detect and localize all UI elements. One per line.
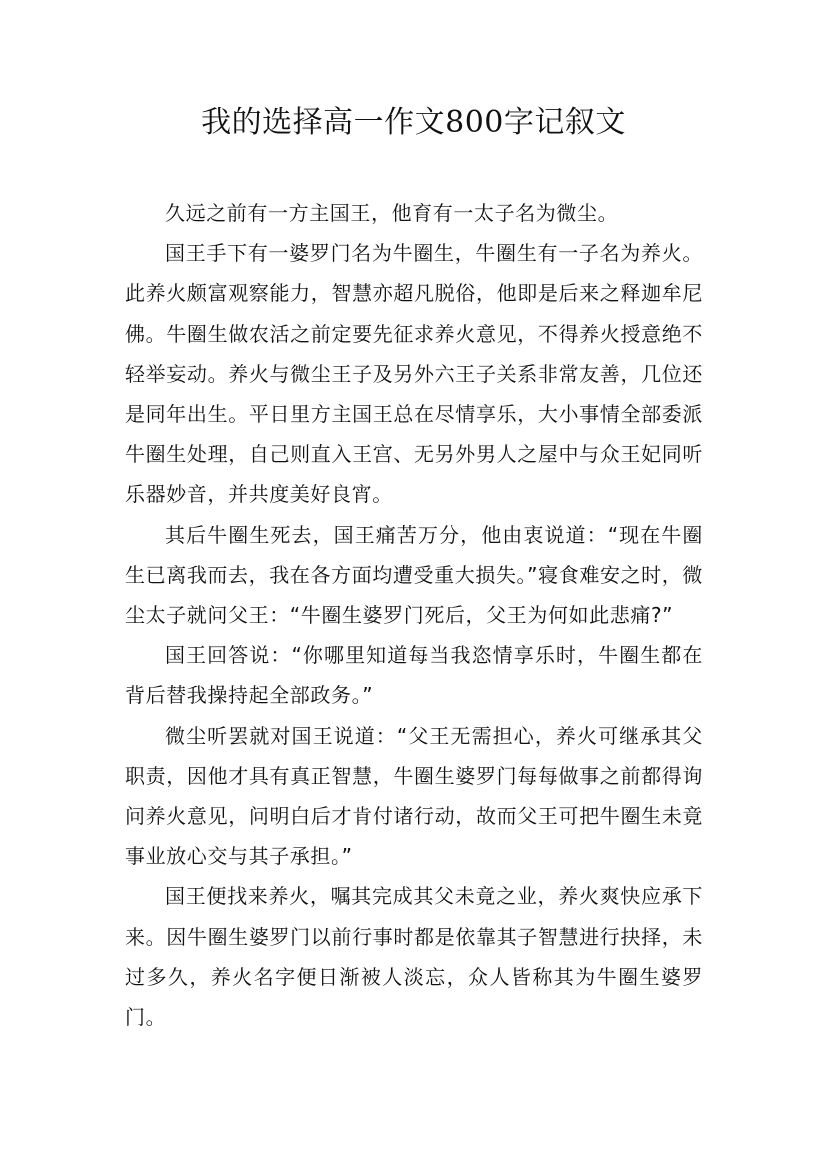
paragraph-6: 国王便找来养火，嘱其完成其父未竟之业，养火爽快应承下来。因牛圈生婆罗门以前行事时都是依靠其子智慧进行抉择，未过多久，养火名字便日渐被人淡忘，众人皆称其为牛圈生婆罗门。: [125, 884, 703, 1030]
paragraph-4: 国王回答说：“你哪里知道每当我恣情享乐时，牛圈生都在背后替我操持起全部政务。”: [125, 643, 703, 708]
paragraph-2: 国王手下有一婆罗门名为牛圈生，牛圈生有一子名为养火。此养火颇富观察能力，智慧亦超凡脱俗，他即是后来之释迦牟尼佛。牛圈生做农活之前定要先征求养火意见，不得养火授意绝不轻举妄动。养火与微尘王子及另外六王子关系非常友善，几位还是同年出生。平日里方主国王总在尽情享乐，大小事情全部委派牛圈生处理，自己则直入王宫、无另外男人之屋中与众王妃同听乐器妙音，并共度美好良宵。: [125, 241, 703, 507]
document-title: 我的选择高一作文800字记叙文: [201, 105, 626, 140]
paragraph-3: 其后牛圈生死去，国王痛苦万分，他由衷说道：“现在牛圈生已离我而去，我在各方面均遭受重大损失。”寝食难安之时，微尘太子就问父王：“牛圈生婆罗门死后，父王为何如此悲痛?”: [125, 522, 703, 628]
document-body: [125, 193, 703, 1037]
paragraph-5: 微尘听罢就对国王说道：“父王无需担心，养火可继承其父职责，因他才具有真正智慧，牛圈生婆罗门每每做事之前都得询问养火意见，问明白后才肯付诸行动，故而父王可把牛圈生未竟事业放心交与其子承担。”: [125, 723, 703, 869]
paragraph-1: 久远之前有一方主国王，他育有一太子名为微尘。: [165, 201, 619, 225]
